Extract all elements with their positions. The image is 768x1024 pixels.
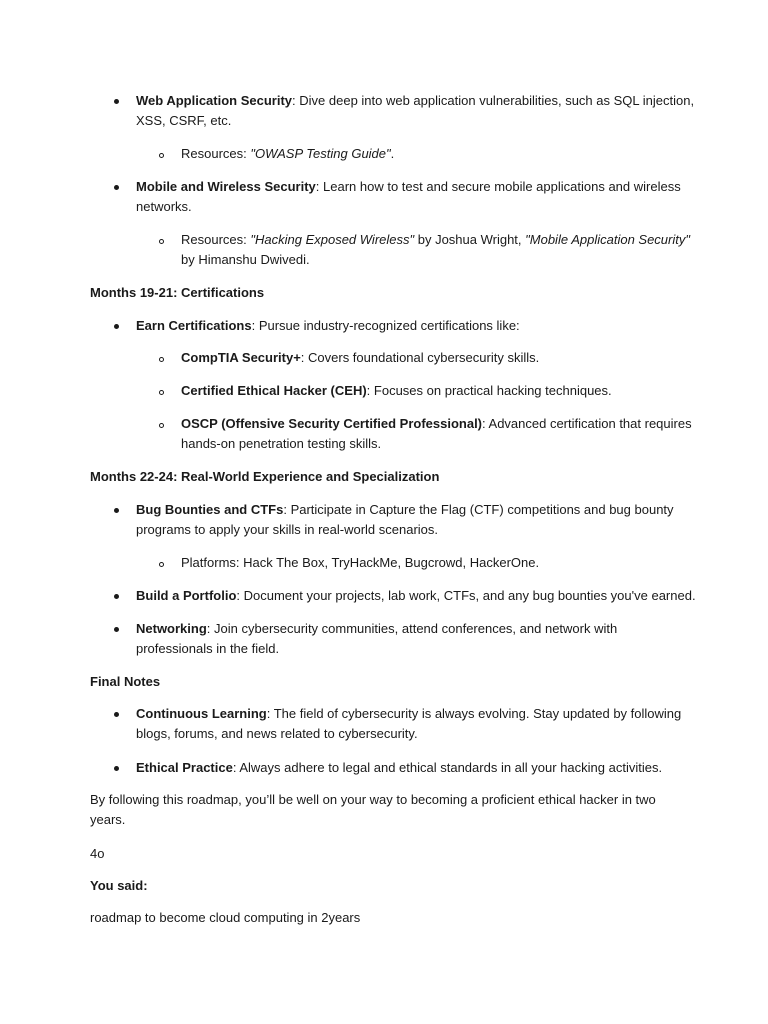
item-text: : The field of cybersecurity is always evolving. Stay updated by following [266, 706, 682, 721]
section-heading [90, 674, 160, 690]
item-title: CompTIA Security+ [181, 350, 301, 365]
section-heading [90, 469, 439, 485]
sub-item-comptia [181, 350, 539, 366]
item-text: : Focuses on practical hacking techniques. [366, 383, 612, 398]
list-item-continuation: professionals in the field. [136, 641, 280, 656]
sub-item-continuation: hands-on penetration testing skills. [181, 436, 382, 451]
item-text: : Participate in Capture the Flag (CTF) competitions and bug bounty [283, 502, 674, 517]
sub-item-continuation: by Himanshu Dwivedi. [181, 252, 310, 267]
closing-paragraph: By following this roadmap, you’ll be well on your way to becoming a proficient ethical hacker in two [90, 792, 656, 807]
sub-item-resources-owasp [181, 146, 394, 162]
item-text: : Advanced certification that requires [482, 416, 692, 431]
sub-item-platforms: Platforms: Hack The Box, TryHackMe, Bugcrowd, HackerOne. [181, 555, 540, 570]
item-text: : Document your projects, lab work, CTFs, and any bug bounties you've earned. [236, 588, 696, 603]
item-title: Build a Portfolio [136, 588, 237, 603]
list-item-continuous-learning [136, 706, 681, 722]
closing-paragraph-continuation: years. [90, 812, 126, 827]
item-text: : Always adhere to legal and ethical standards in all your hacking activities. [232, 760, 663, 775]
heading-text: Months 22-24: Real-World Experience and Specialization [90, 469, 440, 484]
bullet-icon [114, 627, 119, 632]
item-text: : Pursue industry-recognized certifications like: [251, 318, 520, 333]
item-title: Certified Ethical Hacker (CEH) [181, 383, 367, 398]
heading-text: You said: [90, 878, 148, 893]
list-item-continuation: networks. [136, 199, 192, 214]
sub-item-ceh [181, 383, 612, 399]
circle-bullet-icon [159, 390, 164, 395]
heading-text: Months 19-21: Certifications [90, 285, 265, 300]
list-item-web-app-security [136, 93, 694, 109]
list-item-mobile-wireless [136, 179, 681, 195]
bullet-icon [114, 508, 119, 513]
item-title: Bug Bounties and CTFs [136, 502, 284, 517]
item-text: : Covers foundational cybersecurity skills. [300, 350, 540, 365]
item-title: Mobile and Wireless Security [136, 179, 316, 194]
resource-title: "Hacking Exposed Wireless" [250, 232, 415, 247]
sub-item-oscp [181, 416, 692, 432]
user-prompt: roadmap to become cloud computing in 2years [90, 910, 361, 925]
item-text: . [390, 146, 395, 161]
item-text: : Join cybersecurity communities, attend conferences, and network with [206, 621, 618, 636]
item-text: by Joshua Wright, [414, 232, 526, 247]
bullet-icon [114, 766, 119, 771]
bullet-icon [114, 712, 119, 717]
list-item-earn-certs [136, 318, 520, 334]
list-item-continuation: XSS, CSRF, etc. [136, 113, 232, 128]
bullet-icon [114, 594, 119, 599]
resource-title: "OWASP Testing Guide" [250, 146, 391, 161]
item-prefix: Resources: [181, 232, 251, 247]
item-prefix: Resources: [181, 146, 251, 161]
item-text: : Learn how to test and secure mobile applications and wireless [315, 179, 681, 194]
circle-bullet-icon [159, 153, 164, 158]
item-title: Web Application Security [136, 93, 293, 108]
list-item-continuation: programs to apply your skills in real-world scenarios. [136, 522, 439, 537]
circle-bullet-icon [159, 357, 164, 362]
sub-item-resources-wireless [181, 232, 690, 248]
list-item-continuation: blogs, forums, and news related to cybersecurity. [136, 726, 418, 741]
item-title: Networking [136, 621, 207, 636]
item-title: Ethical Practice [136, 760, 233, 775]
list-item-bug-bounties [136, 502, 674, 518]
item-title: Earn Certifications [136, 318, 252, 333]
item-text: : Dive deep into web application vulnerabilities, such as SQL injection, [292, 93, 695, 108]
list-item-networking [136, 621, 617, 637]
bullet-icon [114, 185, 119, 190]
circle-bullet-icon [159, 239, 164, 244]
bullet-icon [114, 99, 119, 104]
model-label: 4o [90, 846, 105, 861]
list-item-ethical-practice [136, 760, 662, 776]
item-title: Continuous Learning [136, 706, 267, 721]
resource-title: "Mobile Application Security" [525, 232, 690, 247]
bullet-icon [114, 324, 119, 329]
section-heading [90, 285, 264, 301]
item-title: OSCP (Offensive Security Certified Professional) [181, 416, 483, 431]
list-item-portfolio [136, 588, 696, 604]
circle-bullet-icon [159, 423, 164, 428]
circle-bullet-icon [159, 562, 164, 567]
you-said-label [90, 878, 148, 894]
heading-text: Final Notes [90, 674, 161, 689]
